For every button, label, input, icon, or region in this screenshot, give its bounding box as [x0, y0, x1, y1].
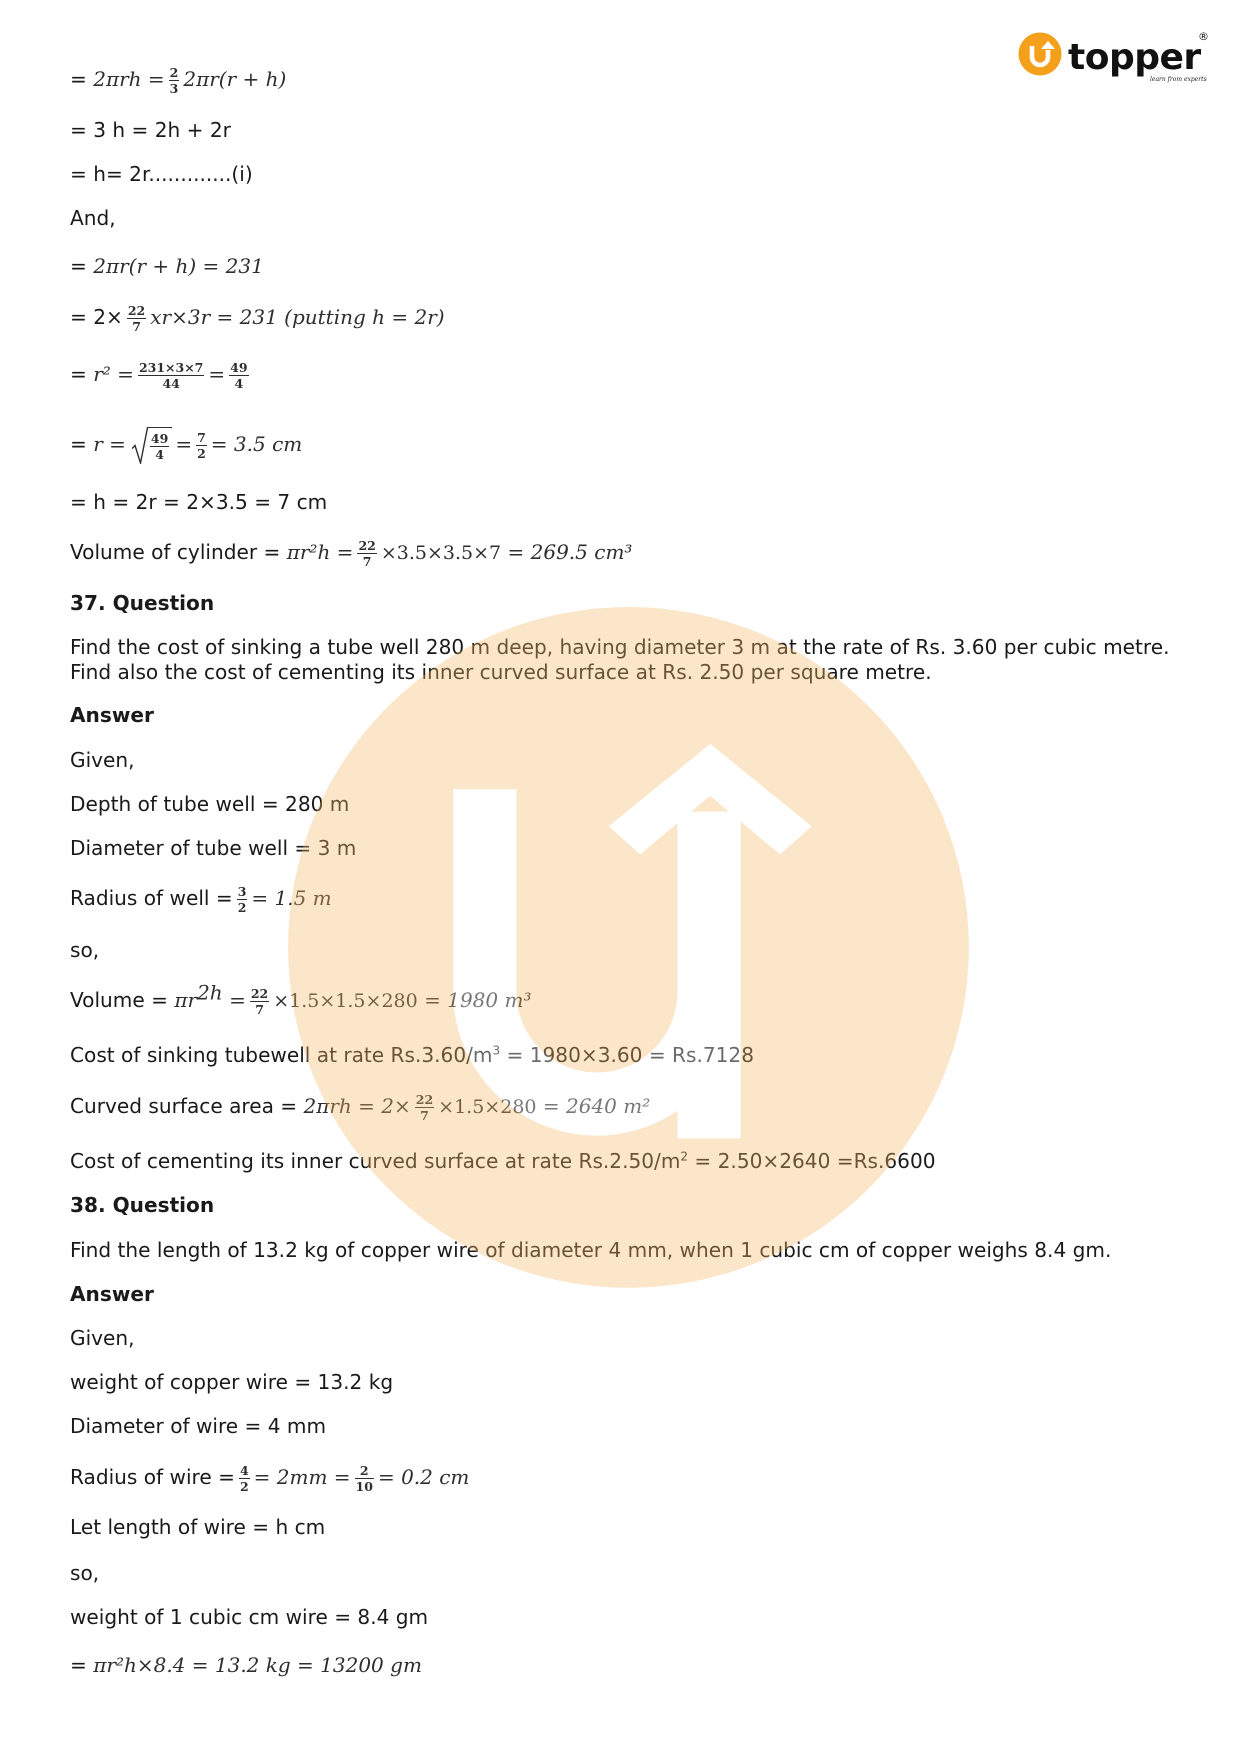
volume-result — [70, 532, 632, 572]
step-line: = h= 2r.............(i) — [70, 162, 253, 186]
equals-sign: = — [70, 432, 87, 456]
fraction-numerator: 22 — [250, 986, 269, 1001]
math-expression: = 1980 m³ — [424, 988, 532, 1012]
fraction — [127, 303, 146, 334]
math-expression: = 269.5 cm³ — [507, 540, 633, 564]
math-expression: 2πrh = — [93, 67, 165, 91]
math-expression: = 3.5 cm — [210, 432, 303, 456]
fraction — [138, 360, 204, 391]
radius-label: Radius of well = — [70, 886, 233, 910]
math-expression: r = — [93, 432, 126, 456]
fraction — [150, 431, 169, 462]
fraction-numerator: 49 — [150, 431, 169, 446]
fraction-numerator: 4 — [239, 1463, 249, 1478]
question-38-text: Find the length of 13.2 kg of copper wire of diameter 4 mm, when 1 cubic cm of copper weighs 8.4 gm. — [70, 1238, 1112, 1262]
fraction-denominator: 44 — [162, 376, 180, 391]
step-line: = 3 h = 2h + 2r — [70, 118, 231, 142]
curved-surface-area — [70, 1086, 650, 1126]
math-expression: = — [175, 432, 193, 456]
step-total-surface — [70, 246, 264, 286]
math-expression: 2πrh = 2× — [303, 1094, 411, 1118]
step-r-squared — [70, 354, 253, 394]
sinking-cost-value: = 1980×3.60 = Rs.7128 — [506, 1043, 755, 1067]
connector-text: so, — [70, 1561, 100, 1585]
square-root — [132, 427, 172, 464]
fraction-denominator: 4 — [234, 376, 244, 391]
radius-of-wire — [70, 1457, 469, 1497]
math-expression: πr — [174, 988, 198, 1012]
math-expression: xr×3r = 231 (putting h = 2r) — [150, 305, 445, 329]
fraction-denominator: 3 — [169, 81, 179, 96]
math-superscript: 2h — [197, 980, 223, 1005]
question-38-heading: 38. Question — [70, 1193, 215, 1217]
math-expression: πr²h = — [286, 540, 354, 564]
volume-of-well — [70, 980, 531, 1020]
answer-heading: Answer — [70, 1282, 154, 1306]
fraction — [355, 1463, 374, 1494]
given-label: Given, — [70, 1326, 135, 1350]
math-expression: πr²h×8.4 = 13.2 kg = 13200 gm — [93, 1653, 422, 1677]
unit-weight: weight of 1 cubic cm wire = 8.4 gm — [70, 1605, 429, 1629]
equals-sign: = — [70, 1653, 87, 1677]
fraction — [415, 1092, 434, 1123]
topper-u-circle-icon — [1018, 32, 1062, 76]
math-prefix: = 2× — [70, 305, 123, 329]
math-expression: = 0.2 cm — [377, 1465, 470, 1489]
equals-sign: = — [70, 67, 87, 91]
math-product: ×3.5×3.5×7 — [380, 542, 502, 564]
fraction-numerator: 2 — [355, 1463, 374, 1479]
fraction-denominator: 7 — [132, 319, 141, 334]
let-length: Let length of wire = h cm — [70, 1515, 326, 1539]
fraction-denominator: 7 — [255, 1002, 264, 1017]
math-product: ×1.5×280 — [438, 1096, 537, 1118]
given-diameter: Diameter of tube well = 3 m — [70, 836, 357, 860]
registered-mark: ® — [1198, 30, 1209, 43]
equals-sign: = — [70, 254, 87, 278]
logo-wordmark: topper — [1068, 37, 1201, 78]
unit-superscript: 2 — [680, 1149, 689, 1164]
step-r-value — [70, 424, 302, 464]
given-diameter: Diameter of wire = 4 mm — [70, 1414, 327, 1438]
fraction-denominator: 4 — [155, 447, 164, 462]
sinking-cost — [70, 1035, 754, 1075]
fraction-denominator: 2 — [197, 446, 206, 461]
fraction-numerator: 22 — [415, 1092, 434, 1107]
fraction — [169, 65, 180, 96]
volume-label: Volume = — [70, 988, 168, 1012]
fraction-denominator: 10 — [355, 1479, 373, 1494]
fraction-numerator: 3 — [237, 884, 247, 899]
math-expression: 2πr(r + h) = 231 — [93, 254, 264, 278]
logo-tagline: learn from experts — [1150, 76, 1207, 83]
equals-sign: = — [70, 362, 87, 386]
radical-sign-icon — [132, 427, 148, 464]
fraction — [229, 360, 248, 391]
step-surface-ratio — [70, 59, 286, 99]
math-expression: r² = — [93, 362, 134, 386]
fraction-numerator: 2 — [169, 65, 179, 80]
math-expression: = 2mm = — [253, 1465, 351, 1489]
given-weight: weight of copper wire = 13.2 kg — [70, 1370, 394, 1394]
math-product: ×1.5×1.5×280 — [273, 990, 418, 1012]
math-expression: 2πr(r + h) — [183, 67, 287, 91]
fraction-numerator: 49 — [230, 360, 248, 375]
fraction — [196, 430, 207, 461]
connector-text: And, — [70, 206, 116, 230]
math-expression: = — [229, 988, 246, 1012]
watermark-u-arrow-icon — [485, 744, 812, 1139]
step-line: = h = 2r = 2×3.5 = 7 cm — [70, 490, 328, 514]
fraction — [250, 986, 269, 1017]
csa-label: Curved surface area = — [70, 1094, 298, 1118]
fraction-denominator: 7 — [362, 554, 372, 569]
fraction — [239, 1463, 250, 1494]
question-text-line: Find also the cost of cementing its inner curved surface at Rs. 2.50 per square metre. — [70, 659, 932, 684]
question-37-heading: 37. Question — [70, 591, 215, 615]
step-substitution — [70, 297, 445, 337]
mass-equation — [70, 1645, 422, 1685]
math-expression: = — [208, 362, 226, 386]
math-expression: = 2640 m² — [542, 1094, 651, 1118]
fraction-numerator: 22 — [358, 538, 376, 553]
fraction-denominator: 2 — [239, 1479, 249, 1494]
fraction-numerator: 22 — [127, 303, 146, 318]
math-expression: = 1.5 m — [251, 886, 332, 910]
sinking-cost-text: Cost of sinking tubewell at rate Rs.3.60/m — [70, 1043, 493, 1067]
volume-label: Volume of cylinder = — [70, 540, 281, 564]
radius-label: Radius of wire = — [70, 1465, 235, 1489]
fraction-denominator: 2 — [237, 900, 247, 915]
cementing-cost-value: = 2.50×2640 =Rs.6600 — [694, 1149, 936, 1173]
fraction — [357, 538, 376, 569]
fraction-numerator: 7 — [197, 430, 206, 445]
unit-superscript: 3 — [492, 1043, 501, 1058]
question-37-text — [70, 635, 1169, 685]
cementing-cost — [70, 1141, 936, 1181]
fraction-denominator: 7 — [420, 1108, 429, 1123]
watermark-circle — [288, 607, 969, 1288]
cementing-cost-text: Cost of cementing its inner curved surface at rate Rs.2.50/m — [70, 1149, 681, 1173]
given-depth: Depth of tube well = 280 m — [70, 792, 350, 816]
fraction-numerator: 231×3×7 — [138, 360, 204, 375]
radicand — [147, 427, 172, 464]
radius-of-well — [70, 878, 332, 918]
given-label: Given, — [70, 748, 135, 772]
answer-heading: Answer — [70, 703, 154, 727]
connector-text: so, — [70, 938, 100, 962]
fraction — [237, 884, 248, 915]
question-text-line: Find the cost of sinking a tube well 280 m deep, having diameter 3 m at the rate of Rs. 3.60 per cubic metre. — [70, 635, 1170, 659]
